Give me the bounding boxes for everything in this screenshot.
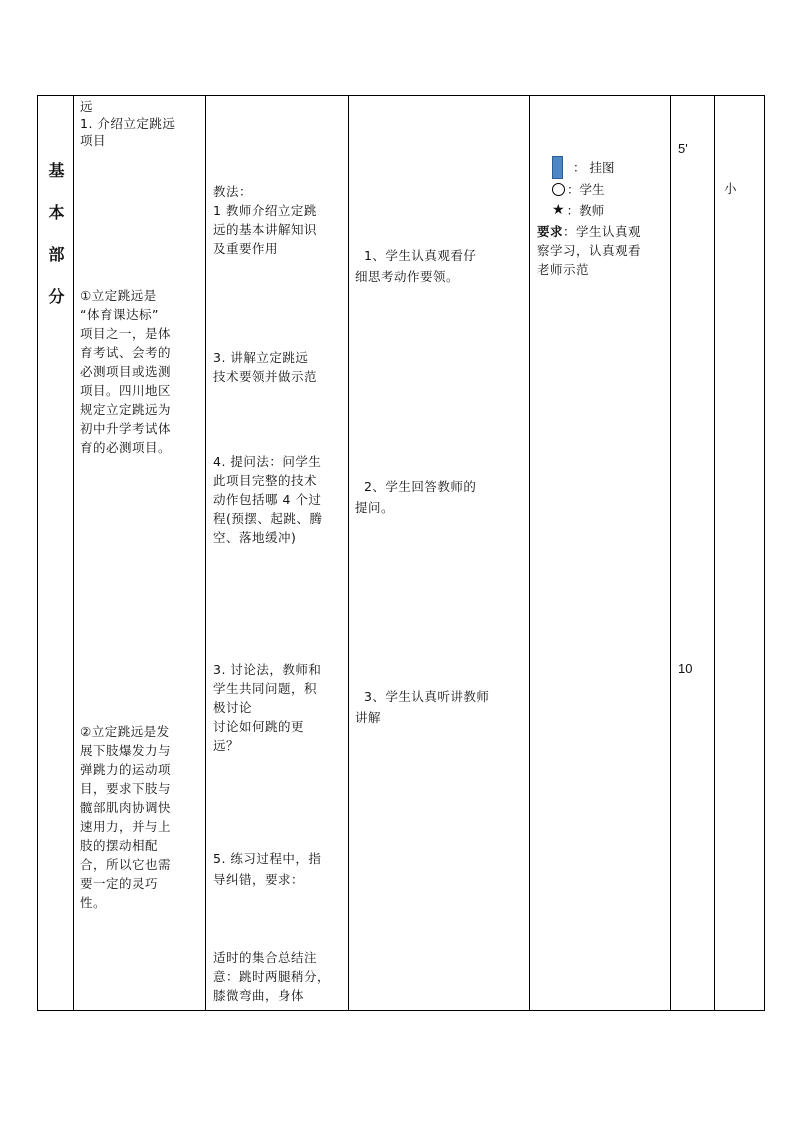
teacher-block-3: 4. 提问法：问学生 此项目完整的技术 动作包括哪 4 个过 程(预摆、起跳、腾 空、落地缓冲)	[213, 454, 323, 545]
time-value-2: 10	[678, 661, 693, 676]
star-icon: ★	[552, 202, 565, 218]
col-divider-1	[73, 95, 74, 1011]
legend-student-label: ：学生	[567, 182, 605, 197]
col-divider-6	[714, 95, 715, 1011]
student-block-3: 3、学生认真听讲教师 讲解	[355, 689, 490, 725]
legend-row-chart	[552, 156, 614, 179]
teacher-block-4: 3. 讨论法，教师和 学生共同问题，积 极讨论 讨论如何跳的更 远？	[213, 662, 322, 753]
rect-legend-icon	[552, 156, 563, 179]
legend-chart-label: ： 挂图	[573, 160, 615, 175]
col-divider-2	[205, 95, 206, 1011]
content-point-2: ②立定跳远是发 展下肢爆发力与 弹跳力的运动项 目，要求下肢与 髋部肌肉协调快 速用力，并与上 肢的摆动相配 合，所以它也需 要一定的灵巧 性。	[80, 724, 172, 910]
legend-row-student	[552, 181, 605, 198]
section-char: 部	[48, 245, 65, 264]
circle-icon	[552, 183, 565, 196]
table-bottom-border	[37, 1010, 765, 1011]
org-requirement	[537, 222, 669, 279]
load-value: 小	[724, 181, 738, 196]
legend-row-teacher	[552, 202, 604, 219]
student-block-1: 1、学生认真观看仔 细思考动作要领。	[355, 248, 477, 284]
col-divider-3	[348, 95, 349, 1011]
section-char: 本	[48, 203, 65, 222]
legend-teacher-label: ：教师	[566, 203, 605, 218]
teacher-block-6: 适时的集合总结注 意：跳时两腿稍分， 膝微弯曲，身体	[213, 950, 331, 1003]
student-block-2: 2、学生回答教师的 提问。	[355, 479, 477, 515]
col-divider-4	[529, 95, 530, 1011]
teacher-block-2: 3. 讲解立定跳远 技术要领并做示范	[213, 350, 318, 384]
requirement-label: 要求	[537, 224, 564, 239]
time-value-1: 5'	[678, 141, 688, 156]
section-char: 分	[48, 287, 65, 306]
col-divider-5	[670, 95, 671, 1011]
table-top-border	[37, 95, 765, 96]
requirement-text: ：学生认真观 察学习，认真观看 老师示范	[537, 224, 642, 277]
section-char: 基	[48, 161, 65, 180]
section-label	[40, 150, 73, 318]
col-divider-7	[764, 95, 765, 1011]
teacher-block-5: 5. 练习过程中，指 导纠错，要求：	[213, 851, 322, 887]
col-divider-0	[37, 95, 38, 1011]
content-intro: 远 1. 介绍立定跳远 项目	[80, 99, 176, 148]
content-point-1: ①立定跳远是 “体育课达标” 项目之一，是体 育考试、会考的 必测项目或选测 项目。四川地区 规定立定跳远为 初中升学考试体 育的必测项目。	[80, 288, 172, 455]
teacher-block-1: 教法： 1 教师介绍立定跳 远的基本讲解知识 及重要作用	[213, 184, 318, 256]
